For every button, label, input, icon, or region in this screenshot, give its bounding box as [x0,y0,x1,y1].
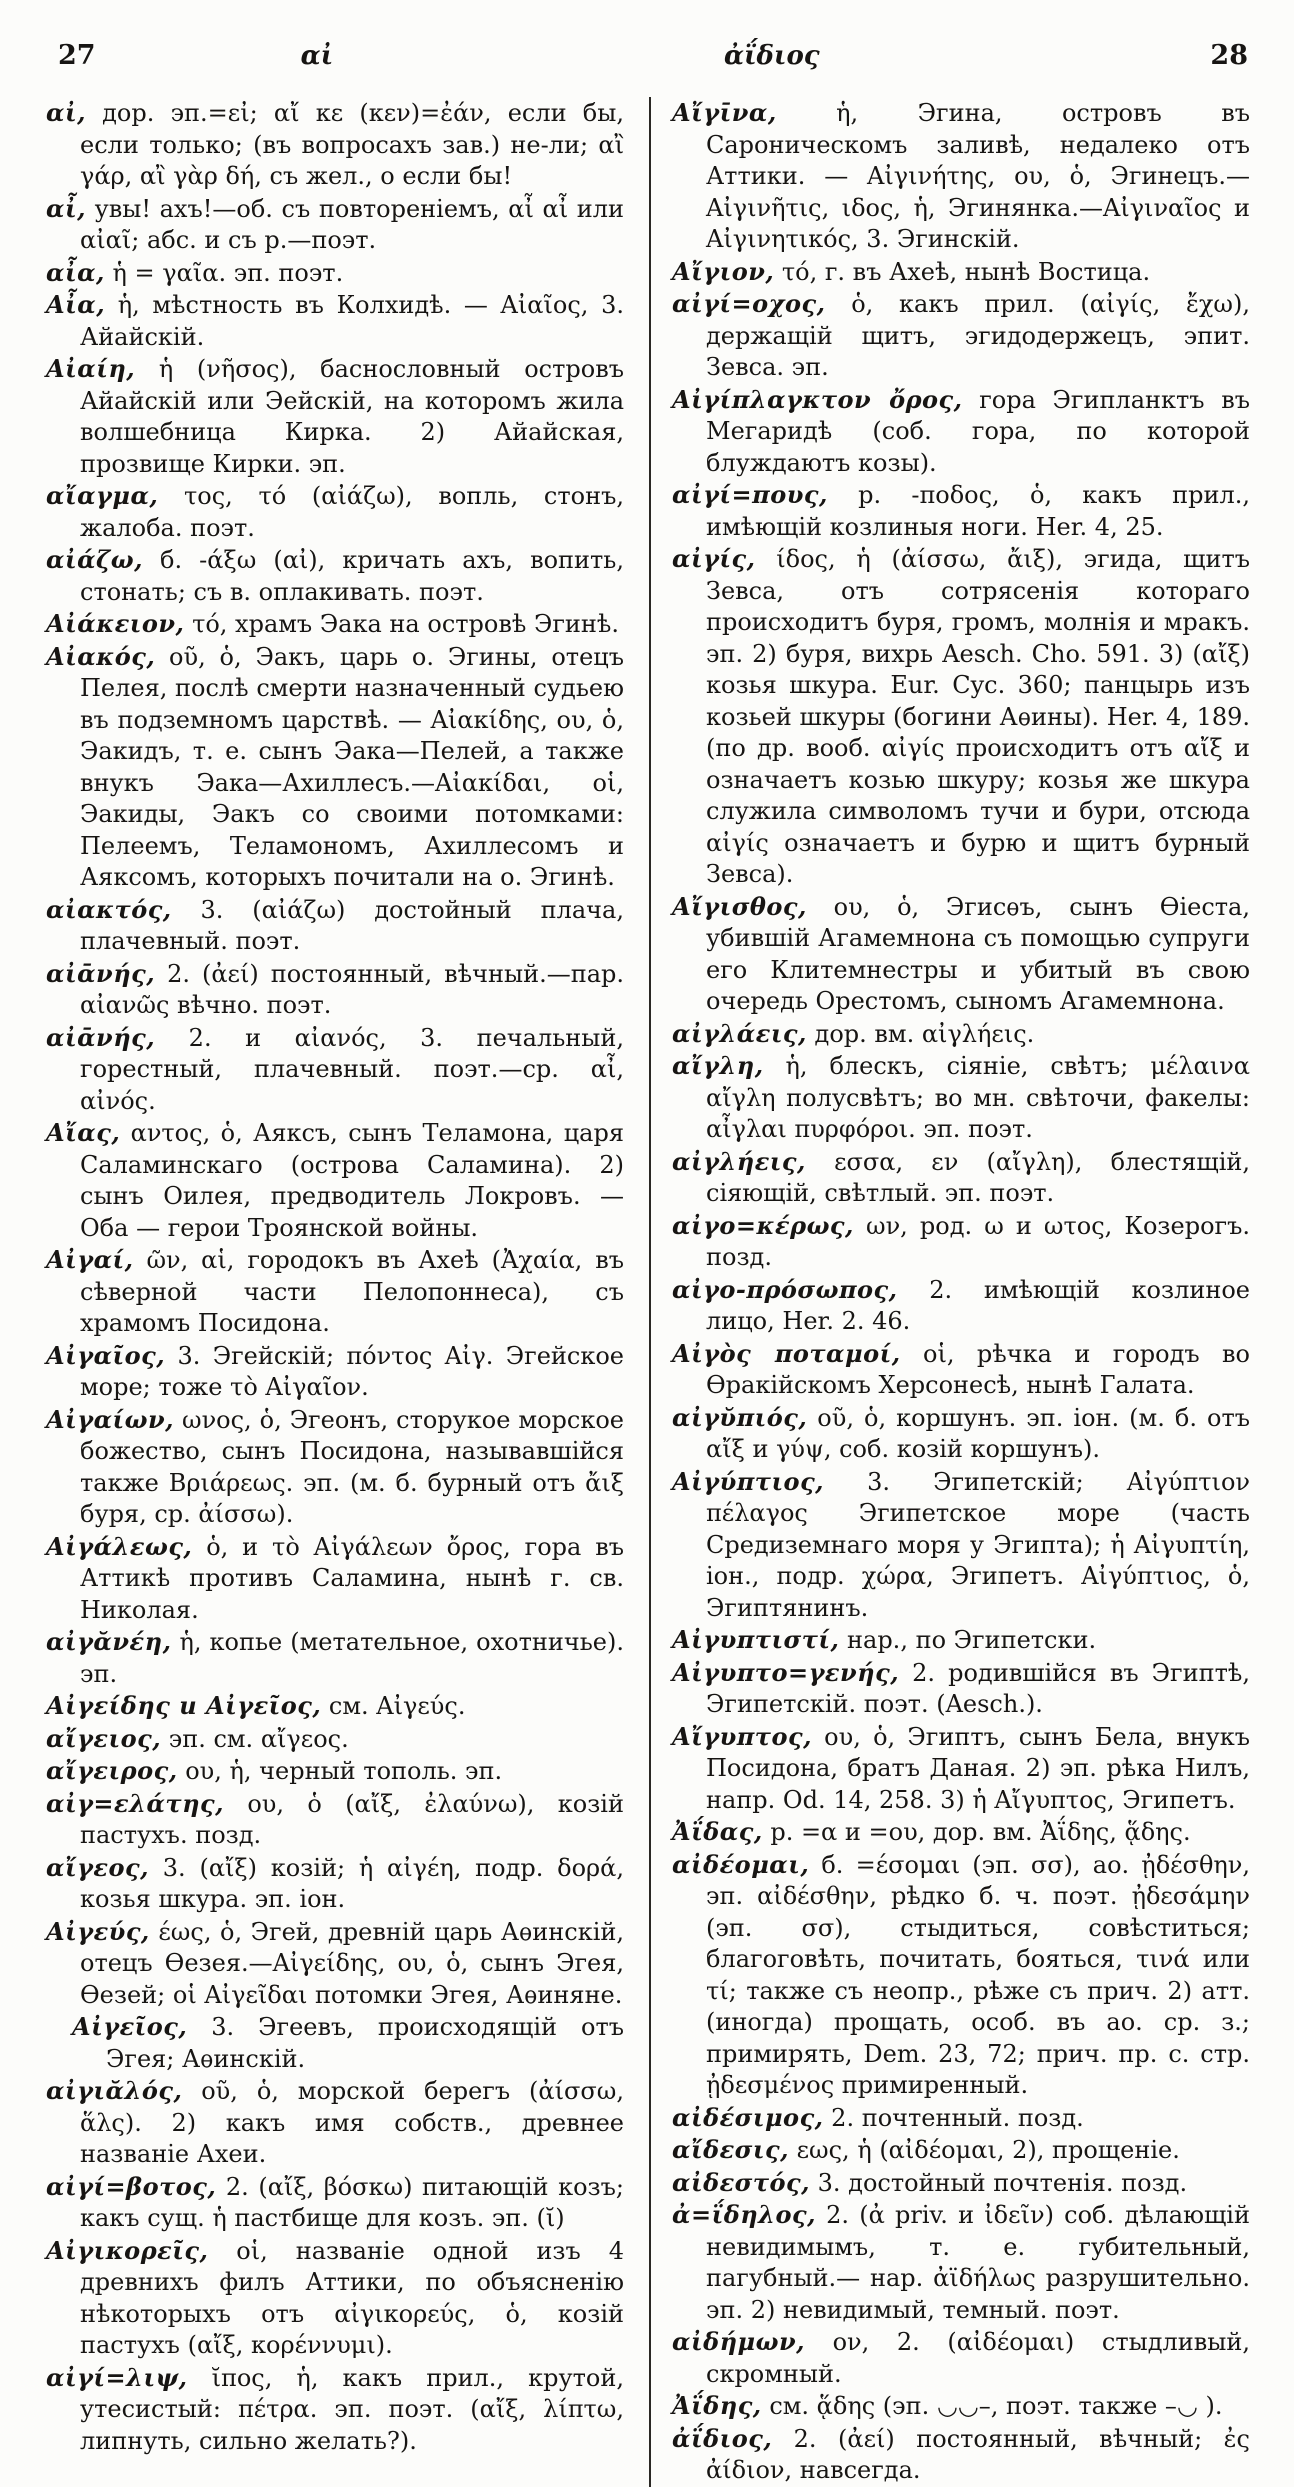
dictionary-entry [46,1916,624,2012]
entry-definition: р. -ποδος, ὁ, какъ прил., имѣющій козлиныя ноги. Her. 4, 25. [706,481,1250,541]
dictionary-entry [672,1274,1250,1338]
entry-definition: дор. вм. αἰγλήεις. [814,1019,1035,1048]
dictionary-entry [46,608,624,641]
entry-definition: дор. эп.=εἰ; αἴ κε (κεν)=ἐάν, если бы, если только; (въ вопросахъ зав.) не-ли; αἲ γάρ, αἲ γὰρ δή, съ жел., о если бы! [80,99,624,190]
dictionary-entry [672,2423,1250,2487]
dictionary-entry [46,353,624,480]
dictionary-entry [46,1626,624,1690]
headword: Αἰακός, [46,641,156,671]
headword: αἰγί=οχος, [672,289,826,318]
dictionary-entry [46,2075,624,2171]
headword: Αἰγυπτο=γενής, [672,1657,900,1687]
headword: αἰ, [46,98,86,127]
dictionary-entry [46,1117,624,1244]
headword: αἴγεος, [46,1852,149,1882]
dictionary-entry [46,1404,624,1531]
entry-definition: 3. Эгейскій; πόντος Αἰγ. Эгейское море; тоже τὸ Αἰγαῖον. [80,1341,624,1401]
entry-definition: οῦ, ὁ, Эакъ, царь о. Эгины, отецъ Пелея, послѣ смерти назначенный судьею въ подземномъ царствѣ. — Αἰακίδης, ου, ὁ, Эакидъ, т. е. сынъ Эака—Пелей, а также внукъ Эака—Ахиллесъ.—Αἰακίδαι, οἱ, Эакиды, Эакъ со своими потомками: Пелеемъ, Теламономъ, Ахиллесомъ и Аяксомъ, которыхъ почитали на о. Эгинѣ. [80,642,624,891]
entry-definition: эп. см. αἴγεος. [168,1724,349,1753]
dictionary-entry [672,891,1250,1018]
entry-definition: 3. (αἴξ) козій; ἡ αἰγέη, подр. δορά, козья шкура. эп. іон. [80,1853,624,1913]
dictionary-entry [46,480,624,544]
entry-definition: ὁ, какъ прил. (αἰγίς, ἔχω), держащій щитъ, эгидодержецъ, эпит. Зевса. эп. [706,290,1250,381]
entry-definition: ἡ = γαῖα. эп. поэт. [112,258,344,287]
dictionary-entry [672,288,1250,384]
entry-definition: οῦ, ὁ, коршунъ. эп. іон. (м. б. отъ αἴξ и γύψ, соб. козій коршунъ). [706,1403,1250,1463]
entry-definition: увы! ахъ!—об. съ повтореніемъ, αἶ αἶ или αἰαῖ; абс. и съ р.—поэт. [80,194,624,254]
headword: αἰᾱνής, [46,958,156,988]
running-header [46,40,1254,71]
dictionary-entry [46,1244,624,1340]
dictionary-entry [46,2011,624,2075]
dictionary-entry [672,256,1250,289]
entry-definition: οἱ, названіе одной изъ 4 древнихъ филъ Аттики, по объясненію нѣкоторыхъ отъ αἰγικορεύς, ὁ, козій пастухъ (αἴξ, κορέννυμι). [80,2236,624,2359]
entry-definition: τό, г. въ Ахеѣ, нынѣ Востица. [781,257,1151,286]
column-divider [649,97,651,2487]
entry-definition: б. -άξω (αἰ), кричать ахъ, вопить, стонать; съ в. оплакивать. поэт. [80,546,624,606]
entry-definition: ἡ, копье (метательное, охотничье). эп. [80,1628,624,1688]
headword: αἶ, [46,193,86,223]
dictionary-entry [46,2235,624,2362]
entry-definition: ων, род. ω и ωτος, Козерогъ. позд. [706,1211,1250,1271]
headword: Αἶα, [46,290,106,319]
headword: αἰγί=λιψ, [46,2362,188,2392]
headword: αἴαγμα, [46,481,159,510]
dictionary-entry [672,1816,1250,1849]
entry-definition: 2. и αἰανός, 3. печальный, горестный, плачевный. поэт.—ср. αἶ, αἰνός. [80,1023,624,1115]
headword: αἴγειος, [46,1723,162,1753]
headword: Αἰγυπτιστί, [672,1625,840,1654]
entry-definition: см. Αἰγεύς. [328,1692,466,1720]
headword: αἰδέσιμος, [672,2102,824,2132]
headword: αἰγ=ελάτης, [46,1788,224,1818]
headword: αἰγῠπιός, [672,1402,808,1432]
entry-definition: 2. (ἀεί) постоянный, вѣчный; ἐς ἀίδιον, навсегда. [706,2424,1250,2484]
headword: αἰακτός, [46,894,172,924]
entry-definition: 2. имѣющій козлиное лицо, Her. 2. 46. [706,1275,1250,1335]
entry-definition: ίδος, ἡ (ἀίσσω, ἄιξ), эгида, щитъ Зевса, отъ сотрясенія котораго происходитъ буря, громъ, молнія и мракъ. эп. 2) буря, вихрь Aesch. Cho. 591. 3) (αἴξ) козья шкура. Eur. Cyc. 360; панцырь изъ козьей шкуры (богини Аѳины). Her. 4, 189. (по др. вооб. αἰγίς происходитъ отъ αἴξ и означаетъ козью шкуру; козья же шкура служила символомъ тучи и бури, отсюда αἰγίς означаетъ и бурю и щитъ бурный Зевса). [706,545,1250,888]
dictionary-entry [46,1340,624,1404]
dictionary-entry [46,2171,624,2235]
headword: αἰγί=πους, [672,480,828,509]
headword: Αἰγικορεῖς, [46,2235,209,2265]
entry-definition: ὁ, и τὸ Αἰγάλεων ὄρος, гора въ Аттикѣ противъ Саламина, нынѣ г. св. Николая. [80,1532,624,1624]
headword: αἴγλη, [672,1051,764,1080]
entry-definition: 2. (ἀ priv. и ἰδεῖν) соб. дѣлающій невидимымъ, т. е. губительный, пагубный.— нар. ἀϊδήλως разрушительно. эп. 2) невидимый, темный. поэт. [706,2201,1250,2324]
dictionary-entry [672,1466,1250,1625]
entry-definition: ου, ὁ, Эгиптъ, сынъ Бела, внукъ Посидона, братъ Даная. 2) эп. рѣка Нилъ, напр. Od. 14, 258. 3) ἡ Αἴγυπτος, Эгипетъ. [706,1722,1250,1814]
headword: αἰγλήεις, [672,1146,806,1176]
dictionary-entry [672,2167,1250,2200]
entry-definition: 2. почтенный. позд. [831,2103,1084,2132]
headword: Αἰγαίων, [46,1404,175,1434]
headword: αἴδεσις, [672,2135,789,2164]
dictionary-entry [672,384,1250,480]
headword: Αἰαίη, [46,354,136,383]
dictionary-entry [46,894,624,958]
headword: αἰδήμων, [672,2327,805,2356]
dictionary-entry [46,641,624,894]
entry-definition: οἱ, рѣчка и городъ во Ѳракійскомъ Херсонесѣ, нынѣ Галата. [706,1339,1250,1399]
entry-definition: τος, τό (αἰάζω), вопль, стонъ, жалоба. поэт. [80,482,624,542]
headword: Αἰγείδης и Αἰγεῖος, [46,1691,322,1720]
running-head-left: αἰ [300,41,334,71]
entry-definition: ου, ἡ, черный тополь. эп. [185,1757,503,1785]
dictionary-entry [672,97,1250,256]
headword: αἰγίς, [672,544,756,573]
dictionary-entry [672,1721,1250,1817]
entry-definition: τό, храмъ Эака на островѣ Эгинѣ. [192,610,619,638]
dictionary-entry [672,2390,1250,2423]
entry-definition: ἡ (νῆσος), баснословный островъ Айайскій или Эейскій, на которомъ жила волшебница Кирка. 2) Айайская, прозвище Кирки. эп. [80,355,624,478]
headword: αἶα, [46,257,105,287]
headword: ἀΐδιος, [672,2423,773,2453]
dictionary-entry [46,1531,624,1627]
headword: Αἴγῑνα, [672,98,777,127]
entry-definition: αντος, ὁ, Аяксъ, сынъ Теламона, царя Саламинскаго (острова Саламина). 2) сынъ Оилея, предводитель Локровъ. — Оба — герои Троянской войны. [80,1119,624,1242]
entry-definition: 2. (ἀεί) постоянный, вѣчный.—пар. αἰανῶς вѣчно. поэт. [80,959,624,1019]
headword: αἴγειρος, [46,1756,178,1785]
dictionary-entry [672,2102,1250,2135]
dictionary-entry [46,1723,624,1756]
entry-definition: 3. Эгеевъ, происходящій отъ Эгея; Аѳинскій. [106,2013,624,2073]
entry-definition: ῶν, αἱ, городокъ въ Ахеѣ (Ἀχαία, въ сѣверной части Пелопоннеса), съ храмомъ Посидона. [80,1246,625,1337]
dictionary-entry [672,1210,1250,1274]
running-head-right: ἀΐδιος [723,41,820,71]
headword: Αἰγὸς ποταμοί, [672,1338,901,1368]
dictionary-entry [672,543,1250,891]
dictionary-entry [46,1852,624,1916]
entry-definition: ου, ὁ (αἴξ, ἐλαύνω), козій пастухъ. позд. [80,1789,624,1849]
dictionary-entry [46,1690,624,1723]
entry-definition: нар., по Эгипетски. [847,1626,1097,1654]
dictionary-entry [46,257,624,290]
entry-definition: см. ᾅδης (эп. ◡◡–, поэт. также –◡ ). [769,2392,1223,2420]
headword: αἰγιᾰλός, [46,2076,183,2105]
dictionary-entry [46,1788,624,1852]
dictionary-entry [672,1849,1250,2102]
dictionary-entry [46,1755,624,1788]
headword: Αἰάκειον, [46,609,185,638]
headword: Αἰγαί, [46,1245,134,1274]
entry-definition: ἡ, мѣстность въ Колхидѣ. — Αἰαῖος, 3. Айайскій. [80,291,624,351]
entry-definition: 2. (αἴξ, βόσκω) питающій козъ; какъ сущ. ἡ пастбище для козъ. эп. (ῐ) [80,2172,625,2232]
entry-definition: р. =α и =ου, дор. вм. Ἀΐδης, ᾅδης. [770,1818,1191,1846]
dictionary-entry [672,2326,1250,2390]
headword: Αἰγεῖος, [72,2012,188,2041]
entry-definition: 3. Эгипетскій; Αἰγύπτιον πέλαγος Эгипетское море (часть Средиземнаго моря у Эгипта); ἡ Αἰγυπτίη, іон., подр. χώρα, Эгипетъ. Αἰγύπτιος, ὁ, Эгиптянинъ. [706,1467,1250,1622]
headword: Αἰγίπλαγκτον ὄρος, [672,384,963,414]
entry-definition: ον, 2. (αἰδέομαι) стыдливый, скромный. [706,2328,1250,2388]
dictionary-entry [672,2134,1250,2167]
page-number-right: 28 [1210,40,1248,71]
headword: αἰᾱνής, [46,1022,156,1052]
dictionary-entry [672,479,1250,543]
headword: αἰγλάεις, [672,1018,807,1048]
dictionary-entry [46,958,624,1022]
headword: αἰδεστός, [672,2167,810,2197]
dictionary-entry [46,193,624,257]
dictionary-entry [46,289,624,353]
headword: αἰγί=βοτος, [46,2171,217,2201]
headword: Αἰγαῖος, [46,1340,166,1370]
dictionary-entry [672,1018,1250,1051]
entry-definition: ῐπος, ἡ, какъ прил., крутой, утесистый: πέτρα. эп. поэт. (αἴξ, λίπτω, липнуть, сильно желать?). [80,2363,624,2455]
headword: αἰδέομαι, [672,1849,810,1879]
entry-definition: έως, ὁ, Эгей, древній царь Аѳинскій, отецъ Ѳезея.—Αἰγείδης, ου, ὁ, сынъ Эгея, Ѳезей; οἱ Αἰγεῖδαι потомки Эгея, Аѳиняне. [80,1917,624,2009]
dictionary-entry [672,1657,1250,1721]
headword: Αἴγιον, [672,256,775,286]
page-number-left: 27 [58,40,96,71]
headword: Αἰγεύς, [46,1916,150,1946]
headword: Αἴας, [46,1118,121,1147]
dictionary-entry [46,2362,624,2458]
entry-definition: εως, ἡ (αἰδέομαι, 2), прощеніе. [796,2136,1180,2164]
entry-definition: 2. родившійся въ Эгиптѣ, Эгипетскій. поэт. (Aesch.). [706,1658,1250,1718]
headword: Αἰγάλεως, [46,1531,193,1561]
dictionary-entry [672,1338,1250,1402]
entry-definition: 3. достойный почтенія. позд. [817,2168,1188,2197]
entry-definition: ωνος, ὁ, Эгеонъ, сторукое морское божество, сынъ Посидона, называвшійся также Βριάρεως. эп. (м. б. бурный отъ ἄιξ буря, ср. ἀίσσω). [80,1405,624,1528]
headword: αἰγο-πρόσωπος, [672,1274,898,1304]
headword: αἰγᾰνέη, [46,1627,172,1656]
headword: ἀ=ΐδηλος, [672,2200,816,2229]
dictionary-entry [672,1624,1250,1657]
dictionary-entry [672,1050,1250,1146]
column-left [46,97,624,2487]
dictionary-entry [46,97,624,193]
entry-definition: 3. (αἰάζω) достойный плача, плачевный. поэт. [80,895,624,955]
entry-definition: гора Эгипланктъ въ Мегаридѣ (соб. гора, по которой блуждаютъ козы). [706,385,1250,477]
entry-definition: οῦ, ὁ, морской берегъ (ἀίσσω, ἅλς). 2) какъ имя собств., древнее названіе Ахеи. [80,2077,624,2168]
entry-definition: εσσα, εν (αἴγλη), блестящій, сіяющій, свѣтлый. эп. поэт. [706,1147,1250,1207]
headword: αἰάζω, [46,545,143,574]
headword: Αἰγύπτιος, [672,1466,825,1496]
dictionary-entry [672,1402,1250,1466]
entry-definition: ου, ὁ, Эгисѳъ, сынъ Ѳіеста, убившій Агамемнона съ помощью супруги его Клитемнестры и убитый въ свою очередь Орестомъ, сыномъ Агамемнона. [706,892,1250,1015]
text-columns [46,97,1254,2487]
dictionary-entry [46,1022,624,1118]
dictionary-entry [672,1146,1250,1210]
entry-definition: ἡ, Эгина, островъ въ Сароническомъ заливѣ, недалеко отъ Аттики. — Αἰγινήτης, ου, ὁ, Эгинецъ.—Αἰγινῆτις, ιδος, ἡ, Эгинянка.—Αἰγιναῖος и Αἰγινητικός, 3. Эгинскій. [706,99,1250,253]
headword: Ἀΐδας, [672,1817,763,1846]
headword: Αἴγυπτος, [672,1721,812,1751]
dictionary-entry [672,2199,1250,2326]
headword: αἰγο=κέρως, [672,1210,854,1240]
headword: Ἀΐδης, [672,2391,762,2420]
headword: Αἴγισθος, [672,891,807,921]
dictionary-entry [46,544,624,608]
column-right [672,97,1250,2487]
entry-definition: б. =έσομαι (эп. σσ), ао. ᾐδέσθην, эп. αἰδέσθην, рѣдко б. ч. поэт. ᾐδεσάμην (эп. σσ), стыдиться, совѣститься; благоговѣть, почитать, бояться, τινά или τί; также съ неопр., рѣже съ прич. 2) атт. (иногда) прощать, особ. въ ао. ср. з.; примирять, Dem. 23, 72; прич. пр. с. стр. ᾐδεσμένος примиренный. [706,1850,1251,2099]
entry-definition: ἡ, блескъ, сіяніе, свѣтъ; μέλαινα αἴγλη полусвѣтъ; во мн. свѣточи, факелы: αἶγλαι πυρφόροι. эп. поэт. [706,1052,1250,1143]
